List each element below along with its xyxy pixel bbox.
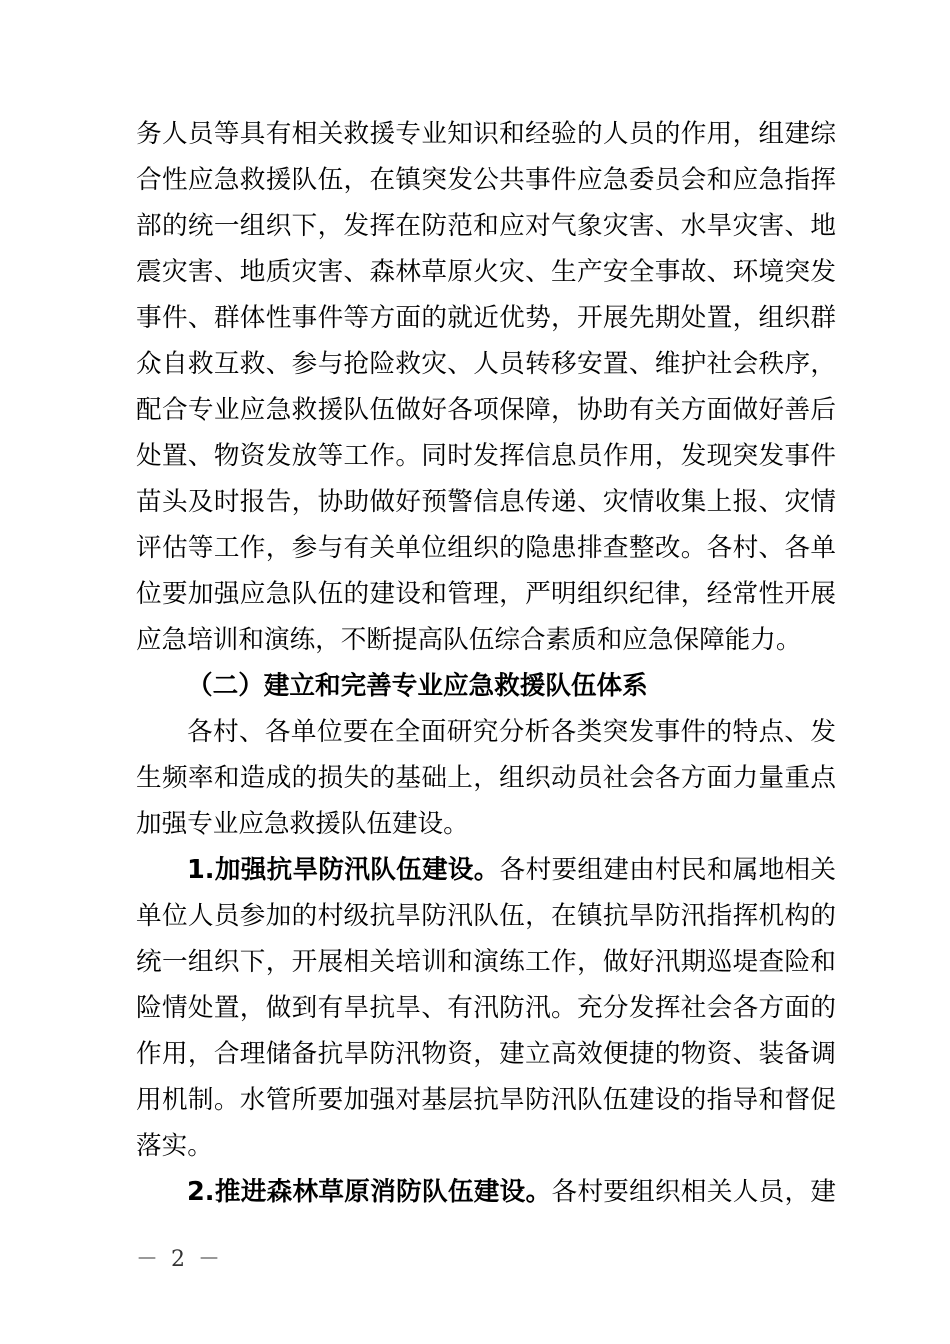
body-line: 各村、各单位要在全面研究分析各类突发事件的特点、发 (187, 717, 836, 747)
body-line: 震灾害、地质灾害、森林草原火灾、生产安全事故、环境突发 (136, 257, 836, 287)
item-1-text: 各村要组建由村民和属地相关 (499, 855, 836, 885)
body-line: 事件、群体性事件等方面的就近优势，开展先期处置，组织群 (136, 303, 836, 333)
body-line: 众自救互救、参与抢险救灾、人员转移安置、维护社会秩序， (136, 349, 836, 379)
body-line: 务人员等具有相关救援专业知识和经验的人员的作用，组建综 (136, 119, 836, 149)
body-line: 作用，合理储备抗旱防汛物资，建立高效便捷的物资、装备调 (136, 1039, 836, 1069)
body-line: 单位人员参加的村级抗旱防汛队伍，在镇抗旱防汛指挥机构的 (136, 901, 836, 931)
item-2-title: 2.推进森林草原消防队伍建设。 (187, 1177, 552, 1207)
body-line: 配合专业应急救援队伍做好各项保障，协助有关方面做好善后 (136, 395, 836, 425)
body-line: 苗头及时报告，协助做好预警信息传递、灾情收集上报、灾情 (136, 487, 836, 517)
section-heading: （二）建立和完善专业应急救援队伍体系 (187, 671, 648, 701)
item-1-title: 1.加强抗旱防汛队伍建设。 (187, 855, 500, 885)
page-number: － 2 － (136, 1247, 223, 1272)
body-line: 用机制。水管所要加强对基层抗旱防汛队伍建设的指导和督促 (136, 1085, 836, 1115)
body-line: 评估等工作，参与有关单位组织的隐患排查整改。各村、各单 (136, 533, 836, 563)
body-line: 生频率和造成的损失的基础上，组织动员社会各方面力量重点 (136, 763, 836, 793)
body-line: 合性应急救援队伍，在镇突发公共事件应急委员会和应急指挥 (136, 165, 836, 195)
body-line: 落实。 (136, 1131, 213, 1161)
item-2-text: 各村要组织相关人员，建 (551, 1177, 836, 1207)
body-line: 险情处置，做到有旱抗旱、有汛防汛。充分发挥社会各方面的 (136, 993, 836, 1023)
body-line: 部的统一组织下，发挥在防范和应对气象灾害、水旱灾害、地 (136, 211, 836, 241)
body-line: 加强专业应急救援队伍建设。 (136, 809, 469, 839)
body-line: 处置、物资发放等工作。同时发挥信息员作用，发现突发事件 (136, 441, 836, 471)
body-line: 统一组织下，开展相关培训和演练工作，做好汛期巡堤查险和 (136, 947, 836, 977)
item-2-first-line (187, 1169, 836, 1215)
item-1-first-line (187, 847, 836, 893)
body-line: 位要加强应急队伍的建设和管理，严明组织纪律，经常性开展 (136, 579, 836, 609)
body-line: 应急培训和演练，不断提高队伍综合素质和应急保障能力。 (136, 625, 802, 655)
